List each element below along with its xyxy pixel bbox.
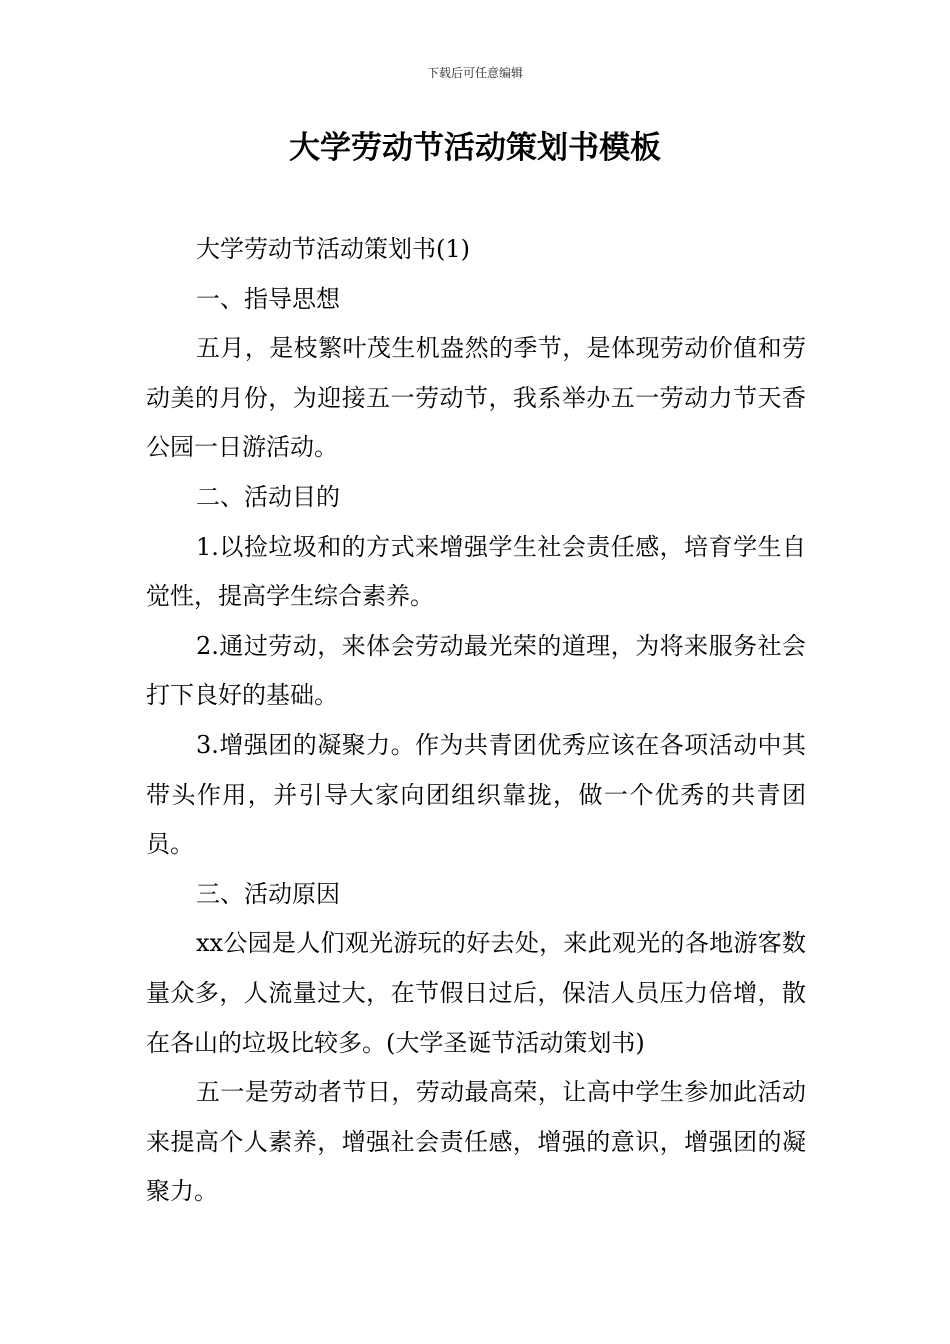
- document-title: 大学劳动节活动策划书模板: [289, 130, 661, 166]
- paragraph: 2.通过劳动，来体会劳动最光荣的道理，为将来服务社会打下良好的基础。: [146, 631, 806, 710]
- paragraph-subtitle: 大学劳动节活动策划书(1): [196, 235, 470, 263]
- paragraph: 五一是劳动者节日，劳动最高荣，让高中学生参加此活动来提高个人素养，增强社会责任感，增强的意识，增强团的凝聚力。: [146, 1078, 806, 1206]
- paragraph: 3.增强团的凝聚力。作为共青团优秀应该在各项活动中其带头作用，并引导大家向团组织靠拢，做一个优秀的共青团员。: [146, 730, 806, 859]
- header-note: 下载后可任意编辑: [426, 66, 523, 80]
- section-heading-activity-reason: 三、活动原因: [196, 879, 340, 908]
- document-body: [146, 225, 806, 1217]
- paragraph: 1.以捡垃圾和的方式来增强学生社会责任感，培育学生自觉性，提高学生综合素养。: [146, 532, 806, 611]
- section-heading-guiding-thought: 一、指导思想: [196, 284, 340, 313]
- section-heading-activity-purpose: 二、活动目的: [196, 482, 340, 511]
- paragraph: xx公园是人们观光游玩的好去处，来此观光的各地游客数量众多，人流量过大，在节假日过后，保洁人员压力倍增，散在各山的垃圾比较多。(大学圣诞节活动策划书): [146, 929, 806, 1057]
- paragraph: 五月，是枝繁叶茂生机盎然的季节，是体现劳动价值和劳动美的月份，为迎接五一劳动节，我系举办五一劳动力节天香公园一日游活动。: [146, 334, 806, 462]
